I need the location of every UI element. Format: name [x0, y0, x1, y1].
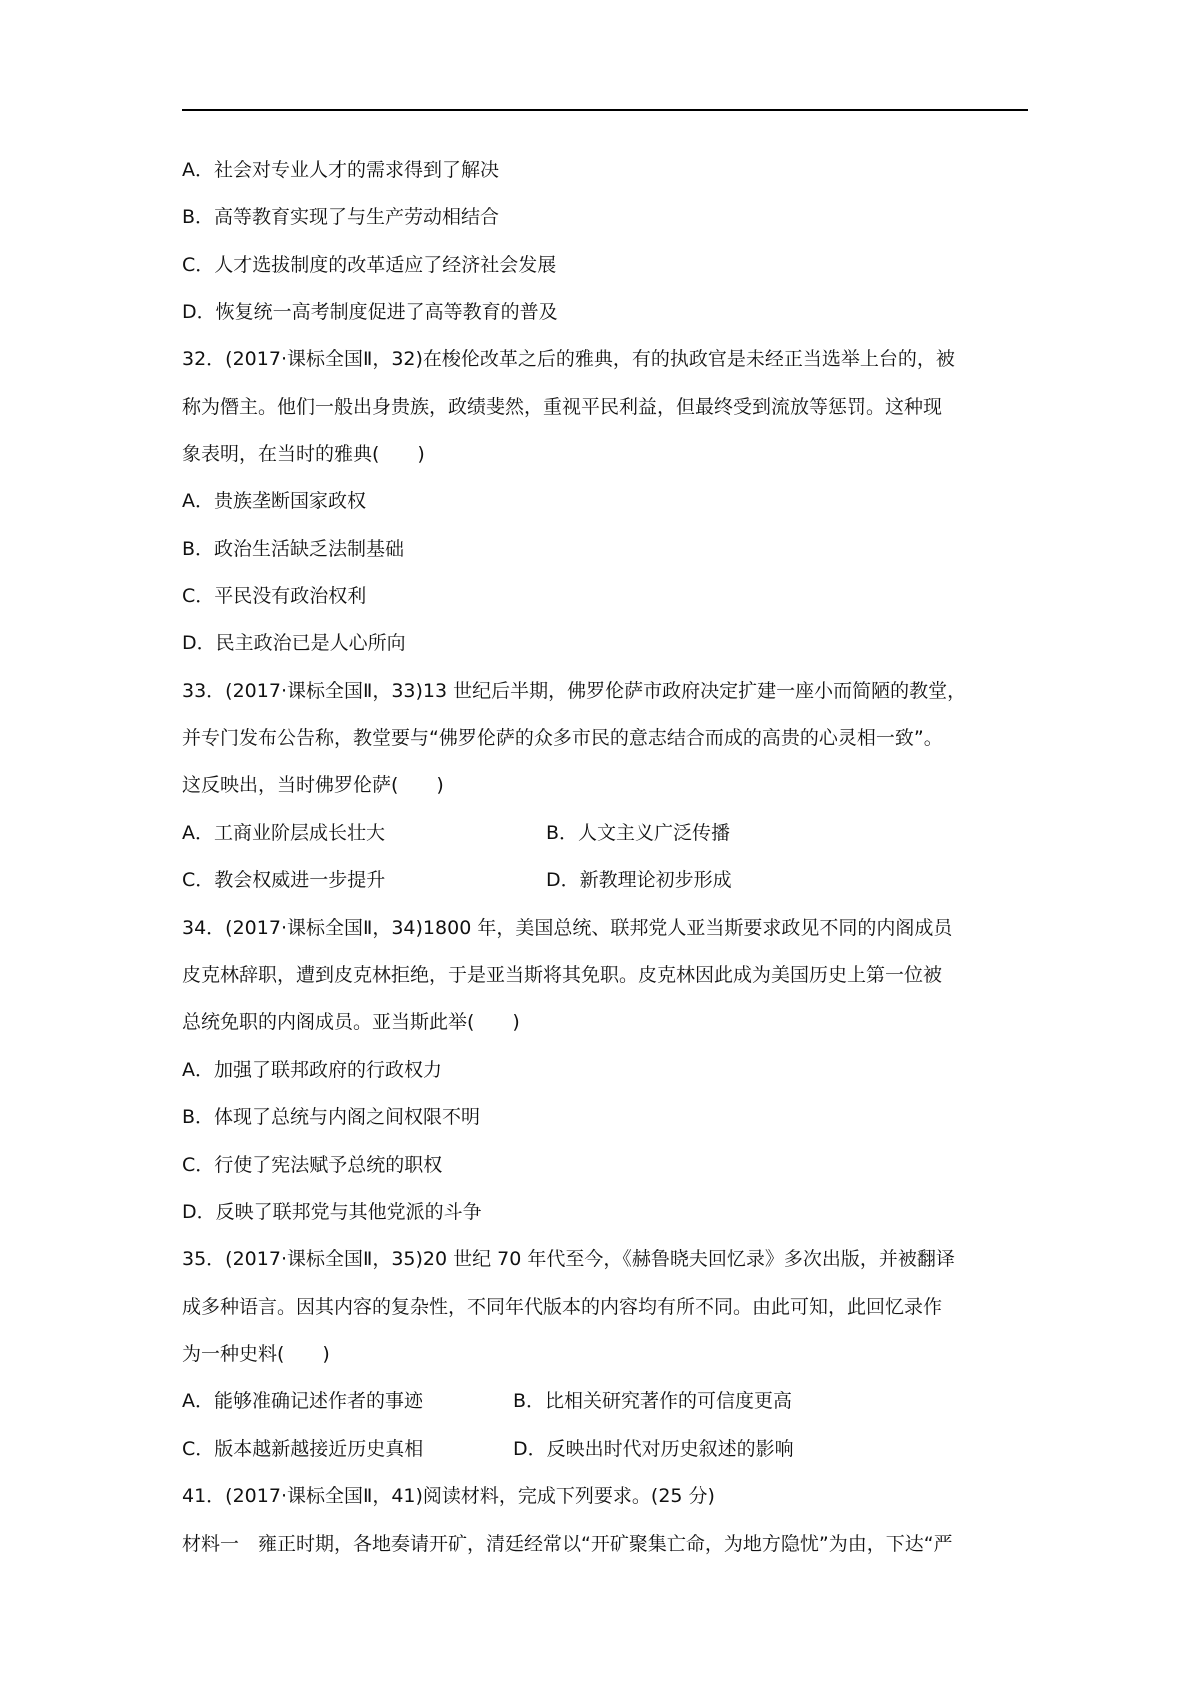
q34-option-d: D．反映了联邦党与其他党派的斗争 [182, 1201, 482, 1223]
q35-option-c: C．版本越新越接近历史真相 [182, 1438, 424, 1460]
q33-stem-line-1: 33．(2017·课标全国Ⅱ，33)13 世纪后半期，佛罗伦萨市政府决定扩建一座小而简陋的教堂， [182, 680, 967, 702]
q35-option-d: D．反映出时代对历史叙述的影响 [513, 1438, 794, 1460]
q33-option-c: C．教会权威进一步提升 [182, 869, 386, 891]
q35-option-a: A．能够准确记述作者的事迹 [182, 1390, 423, 1412]
q34-stem-line-1: 34．(2017·课标全国Ⅱ，34)1800 年，美国总统、联邦党人亚当斯要求政见不同的内阁成员 [182, 917, 953, 939]
q32-stem-line-3: 象表明，在当时的雅典( ) [182, 443, 425, 465]
q32-option-c: C．平民没有政治权利 [182, 585, 367, 607]
q33-option-d: D．新教理论初步形成 [546, 869, 732, 891]
q32-option-b: B．政治生活缺乏法制基础 [182, 538, 405, 560]
q33-option-a: A．工商业阶层成长壮大 [182, 822, 385, 844]
q31-option-c: C．人才选拔制度的改革适应了经济社会发展 [182, 254, 557, 276]
q32-option-a: A．贵族垄断国家政权 [182, 490, 366, 512]
q32-stem-line-2: 称为僭主。他们一般出身贵族，政绩斐然，重视平民利益，但最终受到流放等惩罚。这种现 [182, 396, 943, 418]
q41-material-1: 材料一 雍正时期，各地奏请开矿，清廷经常以“开矿聚集亡命，为地方隐忧”为由，下达“严 [182, 1533, 953, 1555]
q35-stem-line-3: 为一种史料( ) [182, 1343, 330, 1365]
q34-option-b: B．体现了总统与内阁之间权限不明 [182, 1106, 481, 1128]
q31-option-a: A．社会对专业人才的需求得到了解决 [182, 159, 499, 181]
q31-option-b: B．高等教育实现了与生产劳动相结合 [182, 206, 500, 228]
header-rule [182, 109, 1028, 111]
q33-stem-line-2: 并专门发布公告称，教堂要与“佛罗伦萨的众多市民的意志结合而成的高贵的心灵相一致”。 [182, 727, 943, 749]
q33-option-b: B．人文主义广泛传播 [546, 822, 731, 844]
q32-stem-line-1: 32．(2017·课标全国Ⅱ，32)在梭伦改革之后的雅典，有的执政官是未经正当选举上台的，被 [182, 348, 955, 370]
q34-option-a: A．加强了联邦政府的行政权力 [182, 1059, 442, 1081]
q34-stem-line-3: 总统免职的内阁成员。亚当斯此举( ) [182, 1011, 520, 1033]
q34-stem-line-2: 皮克林辞职，遭到皮克林拒绝，于是亚当斯将其免职。皮克林因此成为美国历史上第一位被 [182, 964, 943, 986]
q34-option-c: C．行使了宪法赋予总统的职权 [182, 1154, 443, 1176]
q33-stem-line-3: 这反映出，当时佛罗伦萨( ) [182, 774, 444, 796]
q41-stem: 41．(2017·课标全国Ⅱ，41)阅读材料，完成下列要求。(25 分) [182, 1485, 715, 1507]
q35-stem-line-1: 35．(2017·课标全国Ⅱ，35)20 世纪 70 年代至今，《赫鲁晓夫回忆录》多次出版，并被翻译 [182, 1248, 955, 1270]
q35-stem-line-2: 成多种语言。因其内容的复杂性，不同年代版本的内容均有所不同。由此可知，此回忆录作 [182, 1296, 943, 1318]
q32-option-d: D．民主政治已是人心所向 [182, 632, 406, 654]
q35-option-b: B．比相关研究著作的可信度更高 [513, 1390, 793, 1412]
q31-option-d: D．恢复统一高考制度促进了高等教育的普及 [182, 301, 558, 323]
